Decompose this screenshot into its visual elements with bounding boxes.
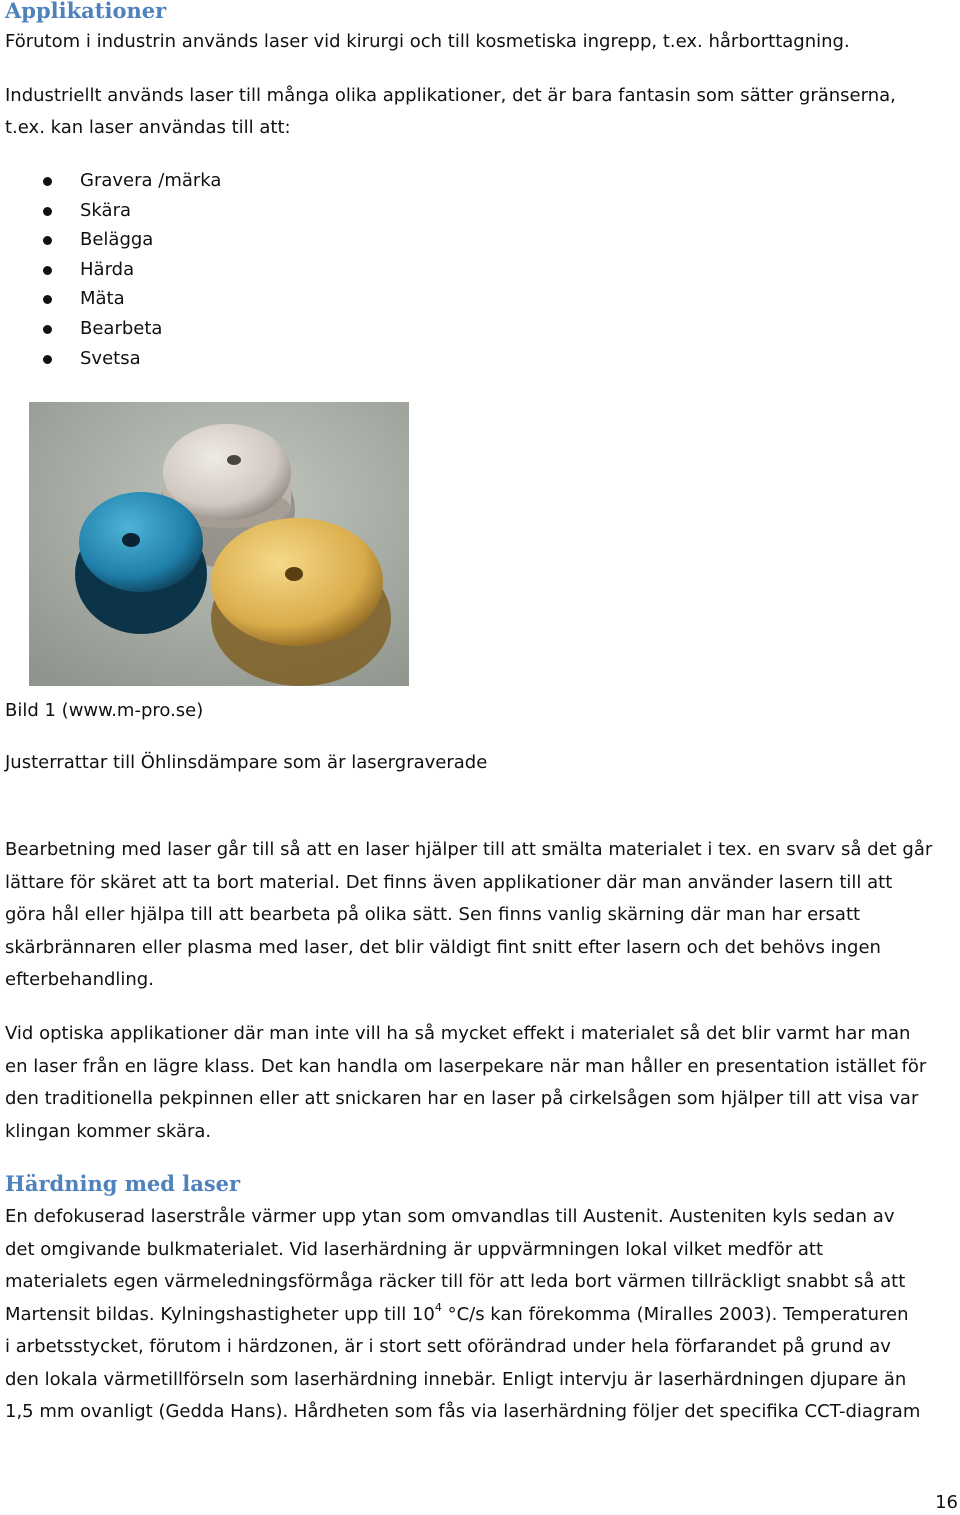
paragraph-line: skärbrännaren eller plasma med laser, det blir väldigt fint snitt efter lasern och det behövs ingen bbox=[5, 936, 881, 958]
intro-line: Förutom i industrin används laser vid kirurgi och till kosmetiska ingrepp, t.ex. hårborttagning. bbox=[5, 31, 850, 52]
paragraph-line: den lokala värmetillförseln som laserhärdning innebär. Enligt intervju är laserhärdningen djupare än bbox=[5, 1368, 907, 1390]
figure-caption: Bild 1 (www.m-pro.se) bbox=[5, 700, 204, 721]
paragraph-line: 1,5 mm ovanligt (Gedda Hans). Hårdheten som fås via laserhärdning följer det specifika CCT-diagram bbox=[5, 1401, 921, 1422]
paragraph-line: Bearbetning med laser går till så att en laser hjälper till att smälta materialet i tex. en svarv så det går bbox=[5, 839, 933, 860]
bullet-icon bbox=[43, 177, 52, 186]
paragraph-line: i arbetsstycket, förutom i härdzonen, är i stort sett oförändrad under hela förfarandet på grund av bbox=[5, 1336, 891, 1357]
paragraph-line: den traditionella pekpinnen eller att snickaren har en laser på cirkelsågen som hjälper till att visa var bbox=[5, 1088, 919, 1109]
intro-line: t.ex. kan laser användas till att: bbox=[5, 117, 291, 138]
optiska-paragraph bbox=[5, 1018, 955, 1148]
list-item: Belägga bbox=[0, 225, 221, 255]
paragraph-line: lättare för skäret att ta bort material. Det finns även applikationer där man använder lasern till att bbox=[5, 871, 893, 893]
paragraph-line: klingan kommer skära. bbox=[5, 1120, 212, 1142]
bearbetning-paragraph bbox=[5, 834, 955, 997]
bullet-icon bbox=[43, 355, 52, 364]
bullet-icon bbox=[43, 266, 52, 275]
paragraph-line: En defokuserad laserstråle värmer upp ytan som omvandlas till Austenit. Austeniten kyls sedan av bbox=[5, 1206, 895, 1227]
paragraph-line: göra hål eller hjälpa till att bearbeta på olika sätt. Sen finns vanlig skärning där man har ersatt bbox=[5, 904, 861, 925]
list-item: Bearbeta bbox=[0, 314, 221, 344]
paragraph-line: Vid optiska applikationer där man inte vill ha så mycket effekt i materialet så det blir varmt har man bbox=[5, 1023, 911, 1044]
paragraph-line: det omgivande bulkmaterialet. Vid laserhärdning är uppvärmningen lokal vilket medför att bbox=[5, 1238, 824, 1260]
hardning-paragraph bbox=[5, 1201, 955, 1429]
applications-bullet-list bbox=[0, 166, 221, 373]
paragraph-line: Martensit bildas. Kylningshastigheter upp till $10^4$ °C/s kan förekomma (Miralles 2003). Temperaturen bbox=[5, 1300, 909, 1325]
list-item: Gravera /märka bbox=[0, 166, 221, 196]
list-item: Skära bbox=[0, 196, 221, 226]
intro-line: Industriellt används laser till många olika applikationer, det är bara fantasin som sätter gränserna, bbox=[5, 84, 896, 106]
bullet-icon bbox=[43, 325, 52, 334]
superscript-exponent: 4 bbox=[434, 1300, 442, 1314]
heading-applikationer: Applikationer bbox=[5, 0, 167, 23]
list-item: Svetsa bbox=[0, 344, 221, 374]
bullet-icon bbox=[43, 207, 52, 216]
paragraph-line: materialets egen värmeledningsförmåga räcker till för att leda bort värmen tillräckligt snabbt så att bbox=[5, 1271, 906, 1292]
photo-adjustment-knobs bbox=[29, 402, 409, 686]
list-item: Mäta bbox=[0, 284, 221, 314]
figure-description: Justerrattar till Öhlinsdämpare som är lasergraverade bbox=[5, 752, 488, 773]
bullet-icon bbox=[43, 295, 52, 304]
heading-hardning: Härdning med laser bbox=[5, 1171, 241, 1196]
intro-paragraph bbox=[5, 26, 955, 145]
paragraph-line: efterbehandling. bbox=[5, 969, 154, 990]
paragraph-line: en laser från en lägre klass. Det kan handla om laserpekare när man håller en presentation istället för bbox=[5, 1055, 927, 1077]
page-number: 16 bbox=[935, 1492, 958, 1513]
list-item: Härda bbox=[0, 255, 221, 285]
bullet-icon bbox=[43, 236, 52, 245]
